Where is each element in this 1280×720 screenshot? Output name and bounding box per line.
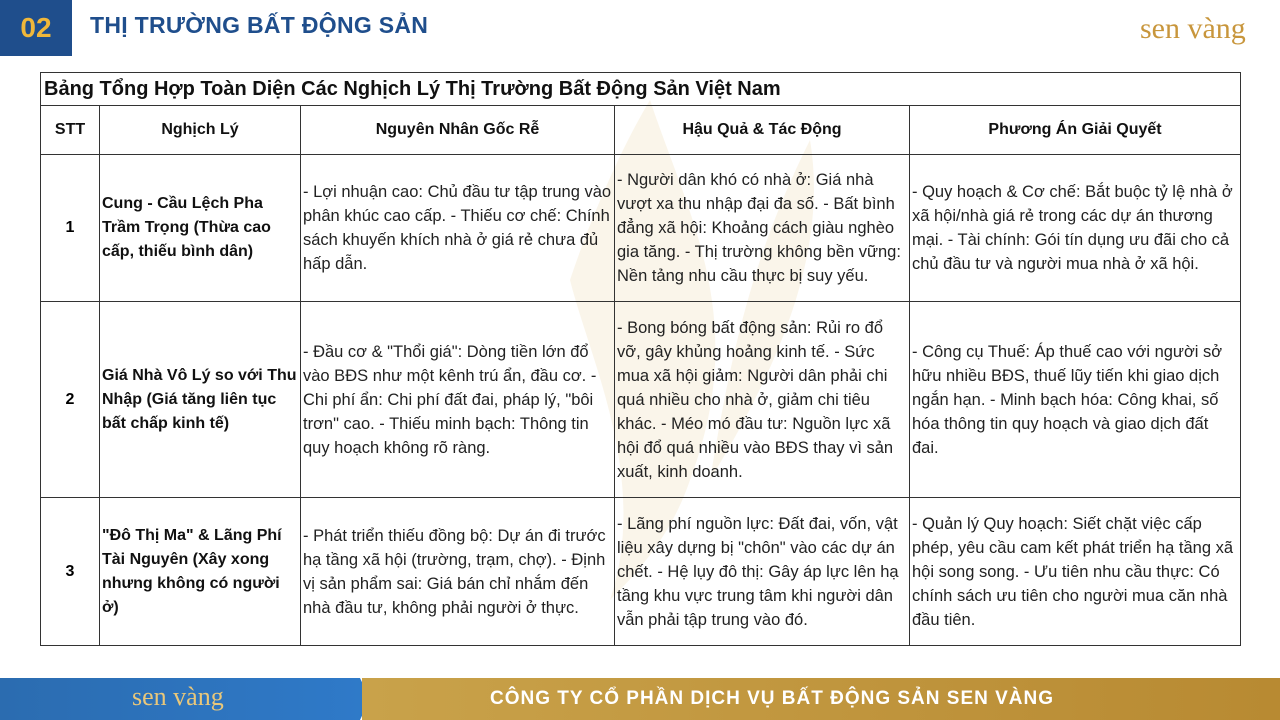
column-header-paradox: Nghịch Lý	[100, 106, 301, 155]
footer-company-name: CÔNG TY CỔ PHẦN DỊCH VỤ BẤT ĐỘNG SẢN SEN VÀNG	[490, 688, 1055, 709]
solution-cell: - Quy hoạch & Cơ chế: Bắt buộc tỷ lệ nhà ở xã hội/nhà giá rẻ trong các dự án thương mại. - Tài chính: Gói tín dụng ưu đãi cho cả chủ đầu tư và người mua nhà ở xã hội.	[910, 155, 1241, 302]
column-header-impact: Hậu Quả & Tác Động	[615, 106, 910, 155]
cause-cell: - Phát triển thiếu đồng bộ: Dự án đi trước hạ tầng xã hội (trường, trạm, chợ). - Định vị sản phẩm sai: Giá bán chỉ nhắm đến nhà đầu tư, không phải người ở thực.	[301, 498, 615, 646]
table-row	[41, 302, 1241, 498]
brand-logo-text: sen vàng	[1140, 12, 1246, 45]
column-header-solution: Phương Án Giải Quyết	[910, 106, 1241, 155]
column-header-cause: Nguyên Nhân Gốc Rễ	[301, 106, 615, 155]
paradox-cell: Giá Nhà Vô Lý so với Thu Nhập (Giá tăng liên tục bất chấp kinh tế)	[100, 302, 301, 498]
paradox-cell: Cung - Cầu Lệch Pha Trầm Trọng (Thừa cao cấp, thiếu bình dân)	[100, 155, 301, 302]
table-row	[41, 155, 1241, 302]
table-row	[41, 498, 1241, 646]
cause-cell: - Lợi nhuận cao: Chủ đầu tư tập trung vào phân khúc cao cấp. - Thiếu cơ chế: Chính sách khuyến khích nhà ở giá rẻ chưa đủ hấp dẫn.	[301, 155, 615, 302]
cause-cell: - Đầu cơ & "Thổi giá": Dòng tiền lớn đổ vào BĐS như một kênh trú ẩn, đầu cơ. - Chi phí ẩn: Chi phí đất đai, pháp lý, "bôi trơn" cao. - Thiếu minh bạch: Thông tin quy hoạch không rõ ràng.	[301, 302, 615, 498]
solution-cell: - Công cụ Thuế: Áp thuế cao với người sở hữu nhiều BĐS, thuế lũy tiến khi giao dịch ngắn hạn. - Minh bạch hóa: Công khai, số hóa thông tin quy hoạch và giao dịch đất đai.	[910, 302, 1241, 498]
brand-logo	[1140, 6, 1272, 48]
table-caption: Bảng Tổng Hợp Toàn Diện Các Nghịch Lý Thị Trường Bất Động Sản Việt Nam	[41, 73, 1241, 106]
impact-cell: - Lãng phí nguồn lực: Đất đai, vốn, vật liệu xây dựng bị "chôn" vào các dự án chết. - Hệ lụy đô thị: Gây áp lực lên hạ tầng khu vực trung tâm khi người dân vẫn phải tập trung vào đó.	[615, 498, 910, 646]
impact-cell: - Bong bóng bất động sản: Rủi ro đổ vỡ, gây khủng hoảng kinh tế. - Sức mua xã hội giảm: Người dân phải chi quá nhiều cho nhà ở, giảm chi tiêu khác. - Méo mó đầu tư: Nguồn lực xã hội đổ quá nhiều vào BĐS thay vì sản xuất, kinh doanh.	[615, 302, 910, 498]
footer-bar	[0, 678, 1280, 720]
page-title: THỊ TRƯỜNG BẤT ĐỘNG SẢN	[90, 12, 429, 38]
row-number: 1	[41, 155, 100, 302]
row-number: 3	[41, 498, 100, 646]
paradox-cell: "Đô Thị Ma" & Lãng Phí Tài Nguyên (Xây xong nhưng không có người ở)	[100, 498, 301, 646]
section-number: 02	[0, 0, 72, 56]
footer-logo-text: sen vàng	[132, 682, 224, 711]
paradox-table	[40, 72, 1241, 646]
impact-cell: - Người dân khó có nhà ở: Giá nhà vượt xa thu nhập đại đa số. - Bất bình đẳng xã hội: Khoảng cách giàu nghèo gia tăng. - Thị trường không bền vững: Nền tảng nhu cầu thực bị suy yếu.	[615, 155, 910, 302]
column-header-stt: STT	[41, 106, 100, 155]
solution-cell: - Quản lý Quy hoạch: Siết chặt việc cấp phép, yêu cầu cam kết phát triển hạ tầng xã hội song song. - Ưu tiên nhu cầu thực: Có chính sách ưu tiên cho người mua căn nhà đầu tiên.	[910, 498, 1241, 646]
row-number: 2	[41, 302, 100, 498]
